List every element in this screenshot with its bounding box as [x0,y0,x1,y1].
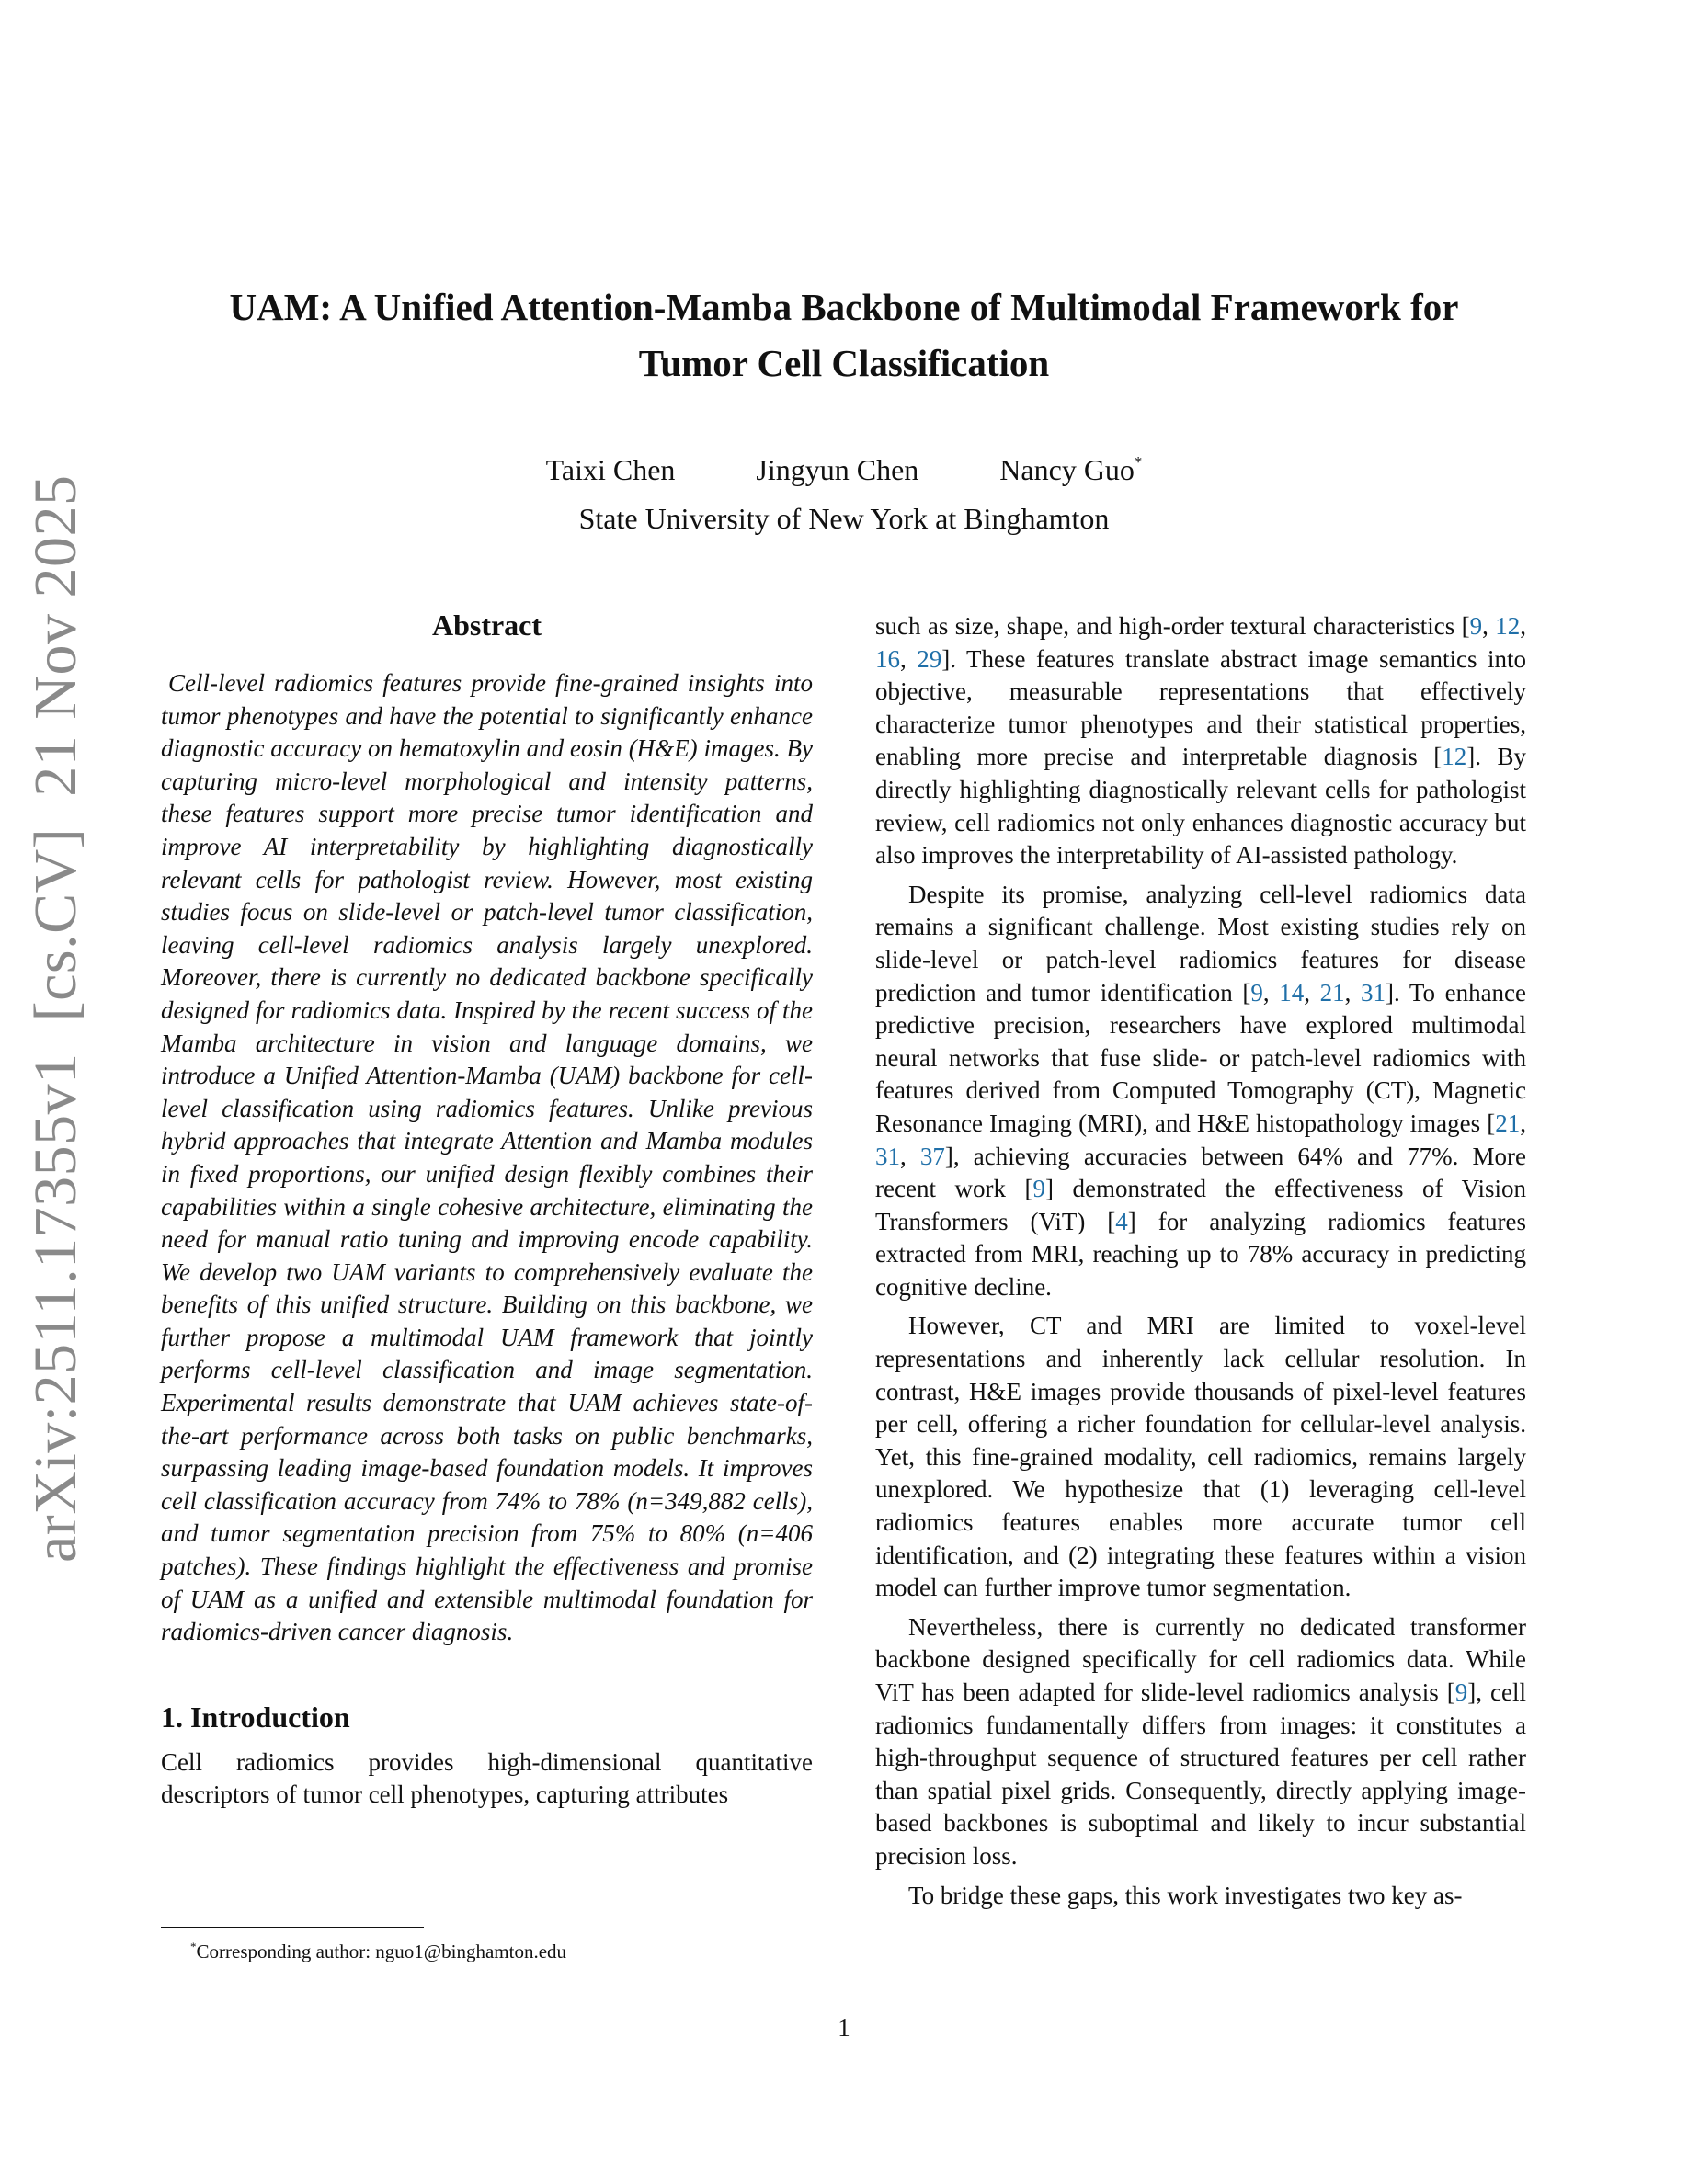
citation-link[interactable]: 4 [1115,1207,1128,1235]
author-1: Taixi Chen [545,453,676,486]
citation-link[interactable]: 37 [919,1142,945,1170]
introduction-paragraph-3: However, CT and MRI are limited to voxel-level representations and inherently lack cellular resolution. In contrast, H&E images provide thousands of pixel-level features per cell, offering a richer foundation for cellular-level analysis. Yet, this fine-grained modality, cell radiomics, remains largely unexplored. We hypothesize that (1) leveraging cell-level radiomics features enables more accurate tumor cell identification, and (2) integrating these features within a vision model can further improve tumor segmentation. [875,1312,1526,1602]
footnote-mark: * [190,1939,197,1953]
author-3: Nancy Guo* [999,453,1143,486]
page-number: 1 [838,2014,850,2042]
citation-link[interactable]: 12 [1442,743,1467,771]
citation-link[interactable]: 9 [1454,1678,1468,1706]
citation-link[interactable]: 12 [1495,612,1521,640]
affiliation: State University of New York at Binghamton [578,502,1110,535]
paper-title [138,279,1550,392]
citation-link[interactable]: 31 [1360,978,1386,1007]
arxiv-identifier-watermark: arXiv:2511.17355v1 [cs.CV] 21 Nov 2025 [22,474,89,1563]
author-2: Jingyun Chen [756,453,919,486]
citation-link[interactable]: 14 [1279,978,1305,1007]
abstract-body: Cell-level radiomics features provide fine-grained insights into tumor phenotypes and have the potential to significantly enhance diagnostic accuracy on hematoxylin and eosin (H&E) images. By capturing micro-level morphological and intensity patterns, these features support more precise tumor identification and improve AI interpretability by highlighting diagnostically relevant cells for pathologist review. However, most existing studies focus on slide-level or patch-level tumor classification, leaving cell-level radiomics analysis largely unexplored. Moreover, there is currently no dedicated backbone specifically designed for radiomics data. Inspired by the recent success of the Mamba architecture in vision and language domains, we introduce a Unified Attention-Mamba (UAM) backbone for cell-level classification using radiomics features. Unlike previous hybrid approaches that integrate Attention and Mamba modules in fixed proportions, our unified design flexibly combines their capabilities within a single cohesive architecture, eliminating the need for manual ratio tuning and improving encode capability. We develop two UAM variants to comprehensively evaluate the benefits of this unified structure. Building on this backbone, we further propose a multimodal UAM framework that jointly performs cell-level classification and image segmentation. Experimental results demonstrate that UAM achieves state-of-the-art performance across both tasks on public benchmarks, surpassing leading image-based foundation models. It improves cell classification accuracy from 74% to 78% (n=349,882 cells), and tumor segmentation precision from 75% to 80% (n=406 patches). These findings highlight the effectiveness and promise of UAM as a unified and extensible multimodal foundation for radiomics-driven cancer diagnosis. [161,669,813,1646]
footnote-divider [161,1927,424,1928]
citation-link[interactable]: 21 [1495,1109,1521,1137]
author-list [138,444,1550,488]
citation-link[interactable]: 29 [917,644,942,673]
right-column [875,610,1526,1912]
introduction-paragraph-1-start: Cell radiomics provides high-dimensional quantitative descriptors of tumor cell phenotypes, capturing attributes [161,1747,813,1809]
left-column [161,607,813,1812]
citation-link[interactable]: 9 [1032,1175,1046,1203]
citation-link[interactable]: 31 [875,1142,900,1170]
footnote-text: Corresponding author: nguo1@binghamton.edu [196,1940,567,1962]
paper-title-line-2: Tumor Cell Classification [638,342,1050,384]
citation-link[interactable]: 9 [1469,612,1483,640]
section-heading-introduction: 1. Introduction [161,1700,350,1734]
citation-link[interactable]: 16 [875,644,900,673]
corresponding-author-mark: * [1134,453,1143,471]
introduction-paragraph-4: Nevertheless, there is currently no dedicated transformer backbone designed specifically for cell radiomics data. While ViT has been adapted for slide-level radiomics analysis [9], cell radiomics fundamentally differs from images: it constitutes a high-throughput sequence of structured features per cell rather than spatial pixel grids. Consequently, directly applying image-based backbones is suboptimal and likely to incur substantial precision loss. [875,1612,1526,1870]
introduction-paragraph-2: Despite its promise, analyzing cell-level radiomics data remains a significant challenge. Most existing studies rely on slide-level or patch-level radiomics features for disease prediction and tumor identification [9, 14, 21, 31]. To enhance predictive precision, researchers have explored multimodal neural networks that fuse slide- or patch-level radiomics with features derived from Computed Tomography (CT), Magnetic Resonance Imaging (MRI), and H&E histopathology images [21, 31, 37], achieving accuracies between 64% and 77%. More recent work [9] demonstrated the effectiveness of Vision Transformers (ViT) [4] for analyzing radiomics features extracted from MRI, reaching up to 78% accuracy in predicting cognitive decline. [875,880,1527,1301]
introduction-paragraph-1-continued: such as size, shape, and high-order textural characteristics [9, 12, 16, 29]. These features translate abstract image semantics into objective, measurable representations that effectively characterize tumor phenotypes and their statistical properties, enabling more precise and interpretable diagnosis [12]. By directly highlighting diagnostically relevant cells for pathologist review, cell radiomics not only enhances diagnostic accuracy but also improves the interpretability of AI-assisted pathology. [875,612,1527,870]
citation-link[interactable]: 21 [1319,978,1345,1007]
abstract-heading: Abstract [431,609,542,642]
citation-link[interactable]: 9 [1250,978,1263,1007]
introduction-paragraph-5: To bridge these gaps, this work investigates two key as- [908,1881,1463,1909]
footnote [190,1934,566,1964]
paper-title-line-1: UAM: A Unified Attention-Mamba Backbone of Multimodal Framework for [229,286,1459,328]
